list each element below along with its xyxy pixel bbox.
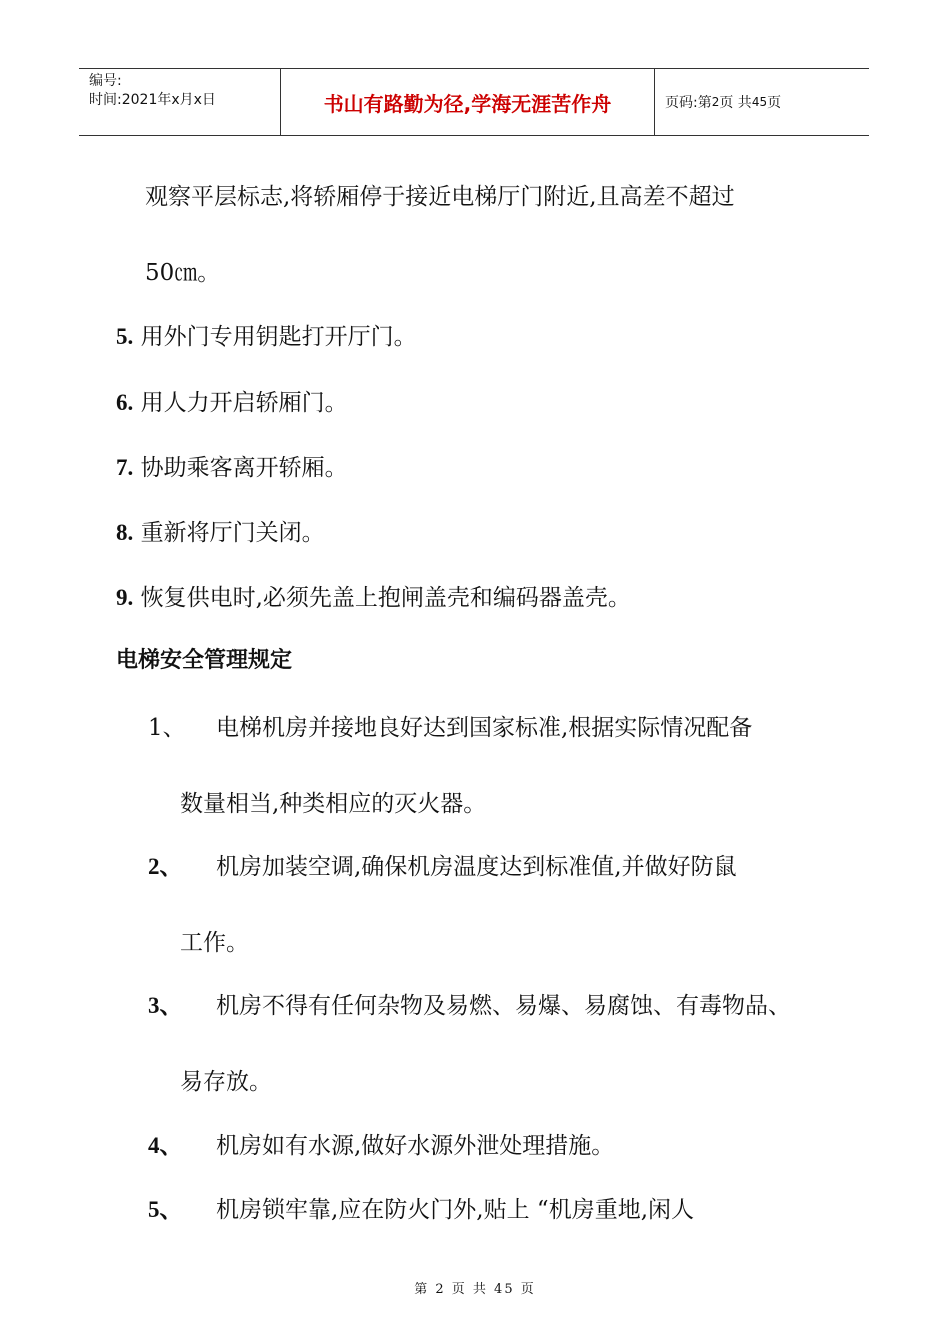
rule-number: 2、 [148,854,183,879]
step-item [116,514,325,547]
step-number: 5. [116,324,134,349]
step-text: 协助乘客离开轿厢。 [140,455,348,481]
rule-text-continued: 易存放。 [180,1069,272,1095]
rule-text-continued: 数量相当,种类相应的灭火器。 [180,791,487,817]
section-title: 电梯安全管理规定 [116,648,293,673]
step-number: 7. [116,455,134,480]
document-time-label: 时间:2021年x月x日 [89,92,216,108]
page-suffix: 页 [767,95,782,111]
document-number-label: 编号: [89,73,122,89]
rule-number: 4、 [148,1133,183,1158]
rule-text: 机房加装空调,确保机房温度达到标准值,并做好防鼠 [216,854,737,880]
rule-text: 机房不得有任何杂物及易燃、易爆、易腐蚀、有毒物品、 [216,993,791,1019]
step-item [116,579,631,612]
page-number: 2 [711,95,720,109]
step-number: 6. [116,390,134,415]
step-text: 重新将厅门关闭。 [140,520,325,546]
intro-line-1: 观察平层标志,将轿厢停于接近电梯厅门附近,且高差不超过 [145,184,735,210]
header-motto: 书山有路勤为径,学海无涯苦作舟 [281,69,655,135]
page-footer: 第 2 页 共 45 页 [414,1282,536,1297]
step-item [116,384,348,417]
rule-number: 5、 [148,1197,183,1222]
step-text: 用外门专用钥匙打开厅门。 [140,324,417,350]
rule-text: 机房如有水源,做好水源外泄处理措施。 [216,1133,615,1159]
step-number: 8. [116,520,134,545]
rule-number: 1、 [148,715,186,741]
rule-text: 机房锁牢靠,应在防火门外,贴上 “机房重地,闲人 [216,1197,695,1223]
rule-text: 电梯机房并接地良好达到国家标准,根据实际情况配备 [216,715,753,741]
header-meta [79,69,281,135]
rule-number: 3、 [148,993,183,1018]
page-total: 45 [751,95,768,109]
header-page-info [655,69,869,135]
page-header [79,68,869,136]
step-item [116,449,348,482]
rule-text-continued: 工作。 [180,930,249,956]
step-number: 9. [116,585,134,610]
step-item [116,318,417,351]
page-prefix: 页码:第 [665,95,712,111]
step-text: 恢复供电时,必须先盖上抱闸盖壳和编码器盖壳。 [140,585,631,611]
page-mid: 页 共 [719,95,752,111]
step-text: 用人力开启轿厢门。 [140,390,348,416]
intro-line-2: 50㎝。 [145,260,221,286]
